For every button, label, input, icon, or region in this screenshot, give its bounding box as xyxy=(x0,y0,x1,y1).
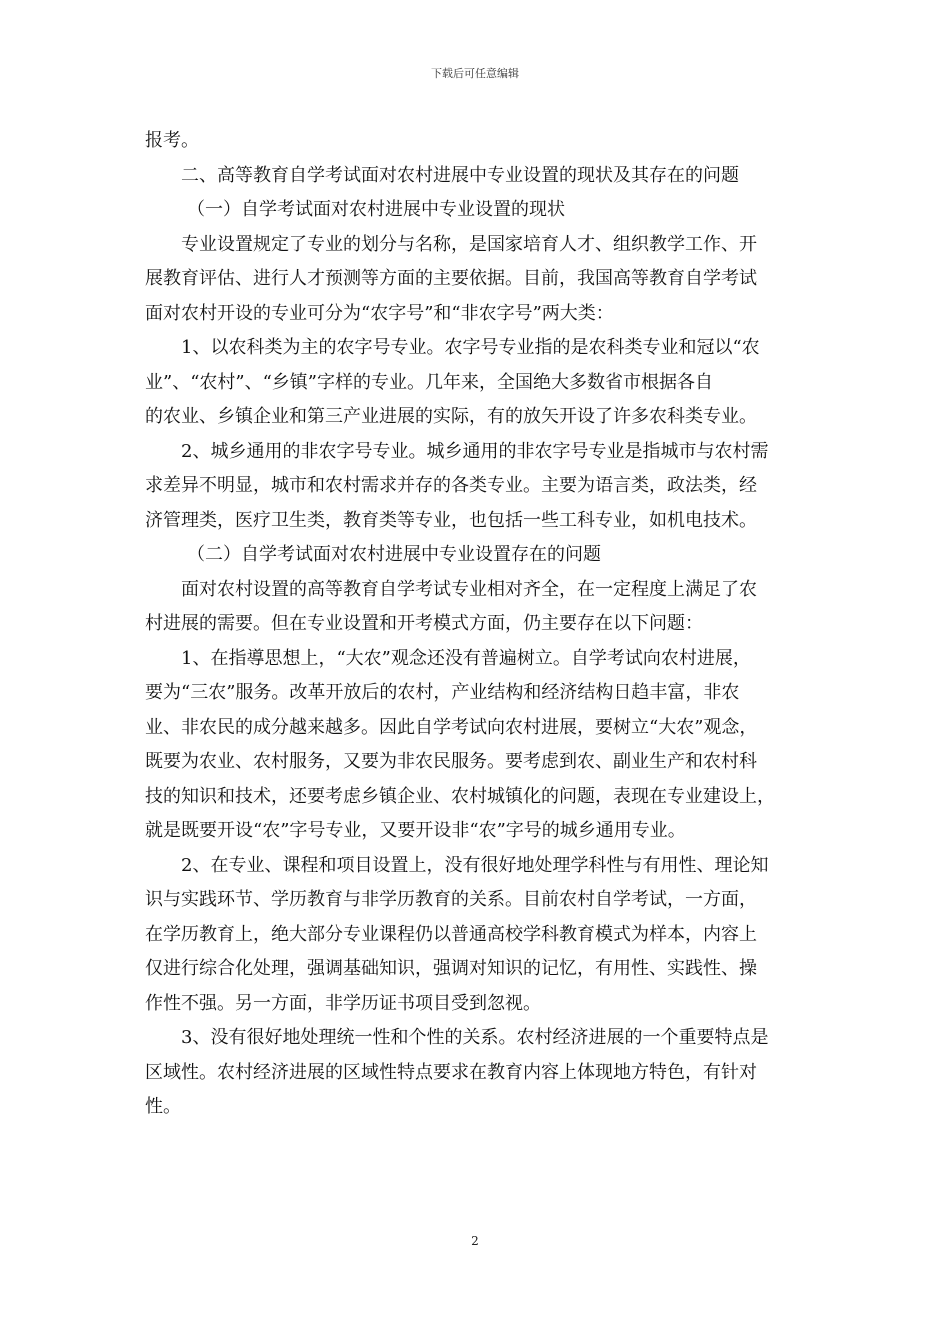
subsection-heading xyxy=(145,193,817,228)
text-line: 1、在指導思想上，“大农”观念还没有普遍树立。自学考试向农村进展， xyxy=(181,647,751,669)
text-line: 作性不强。另一方面，非学历证书项目受到忽视。 xyxy=(145,992,541,1014)
text-line: 识与实践环节、学历教育与非学历教育的关系。目前农村自学考试，一方面， xyxy=(145,889,757,910)
paragraph xyxy=(145,849,817,1022)
text-line: （二）自学考试面对农村进展中专业设置存在的问题 xyxy=(187,544,601,565)
text-line: 性。 xyxy=(145,1096,181,1117)
paragraph xyxy=(145,435,817,539)
text-line: 业”、“农村”、“乡镇”字样的专业。几年来，全国绝大多数省市根据各自 xyxy=(145,371,714,393)
text-line: 要为“三农”服务。改革开放后的农村，产业结构和经济结构日趋丰富，非农 xyxy=(145,682,740,703)
page-number: 2 xyxy=(471,1234,479,1248)
text-line: 面对农村设置的高等教育自学考试专业相对齐全，在一定程度上满足了农 xyxy=(181,578,757,600)
paragraph xyxy=(145,573,817,642)
paragraph xyxy=(145,1021,817,1125)
text-line: 报考。 xyxy=(145,130,199,151)
text-line: 二、高等教育自学考试面对农村进展中专业设置的现状及其存在的问题 xyxy=(181,164,739,186)
subsection-heading xyxy=(145,538,817,573)
text-line: 就是既要开设“农”字号专业，又要开设非“农”字号的城乡通用专业。 xyxy=(145,820,686,841)
text-line: 的农业、乡镇企业和第三产业进展的实际，有的放矢开设了许多农科类专业。 xyxy=(145,406,757,427)
document-body xyxy=(145,124,817,1125)
text-line: 仅进行综合化处理，强调基础知识，强调对知识的记忆，有用性、实践性、操 xyxy=(145,958,757,979)
page-header: 下载后可任意编辑 xyxy=(431,67,519,80)
text-line: 2、在专业、课程和项目设置上，没有很好地处理学科性与有用性、理论知 xyxy=(181,854,769,876)
section-heading xyxy=(145,159,817,194)
text-line: 2、城乡通用的非农字号专业。城乡通用的非农字号专业是指城市与农村需 xyxy=(181,440,769,462)
text-line: 区域性。农村经济进展的区域性特点要求在教育内容上体现地方特色，有针对 xyxy=(145,1061,757,1083)
text-line: 3、没有很好地处理统一性和个性的关系。农村经济进展的一个重要特点是 xyxy=(181,1027,769,1048)
text-line: 求差异不明显，城市和农村需求并存的各类专业。主要为语言类，政法类，经 xyxy=(145,475,757,496)
text-line: 济管理类，医疗卫生类，教育类等专业，也包括一些工科专业，如机电技术。 xyxy=(145,509,757,531)
text-line: 专业设置规定了专业的划分与名称，是国家培育人才、组织教学工作、开 xyxy=(181,233,757,255)
text-line: 村进展的需要。但在专业设置和开考模式方面，仍主要存在以下问题： xyxy=(145,613,703,634)
text-line: 技的知识和技术，还要考虑乡镇企业、农村城镇化的问题，表现在专业建设上， xyxy=(145,785,775,807)
text-line: 展教育评估、进行人才预测等方面的主要依据。目前，我国高等教育自学考试 xyxy=(145,268,757,289)
text-line: 在学历教育上，绝大部分专业课程仍以普通高校学科教育模式为样本，内容上 xyxy=(145,923,757,945)
paragraph xyxy=(145,642,817,849)
text-line: 既要为农业、农村服务，又要为非农民服务。要考虑到农、副业生产和农村科 xyxy=(145,751,757,772)
paragraph xyxy=(145,331,817,435)
text-line: 面对农村开设的专业可分为“农字号”和“非农字号”两大类： xyxy=(145,302,614,324)
paragraph xyxy=(145,228,817,332)
text-line: （一）自学考试面对农村进展中专业设置的现状 xyxy=(187,199,565,220)
paragraph xyxy=(145,124,817,159)
text-line: 业、非农民的成分越来越多。因此自学考试向农村进展，要树立“大农”观念， xyxy=(145,716,758,738)
text-line: 1、以农科类为主的农字号专业。农字号专业指的是农科类专业和冠以“农 xyxy=(181,337,760,358)
